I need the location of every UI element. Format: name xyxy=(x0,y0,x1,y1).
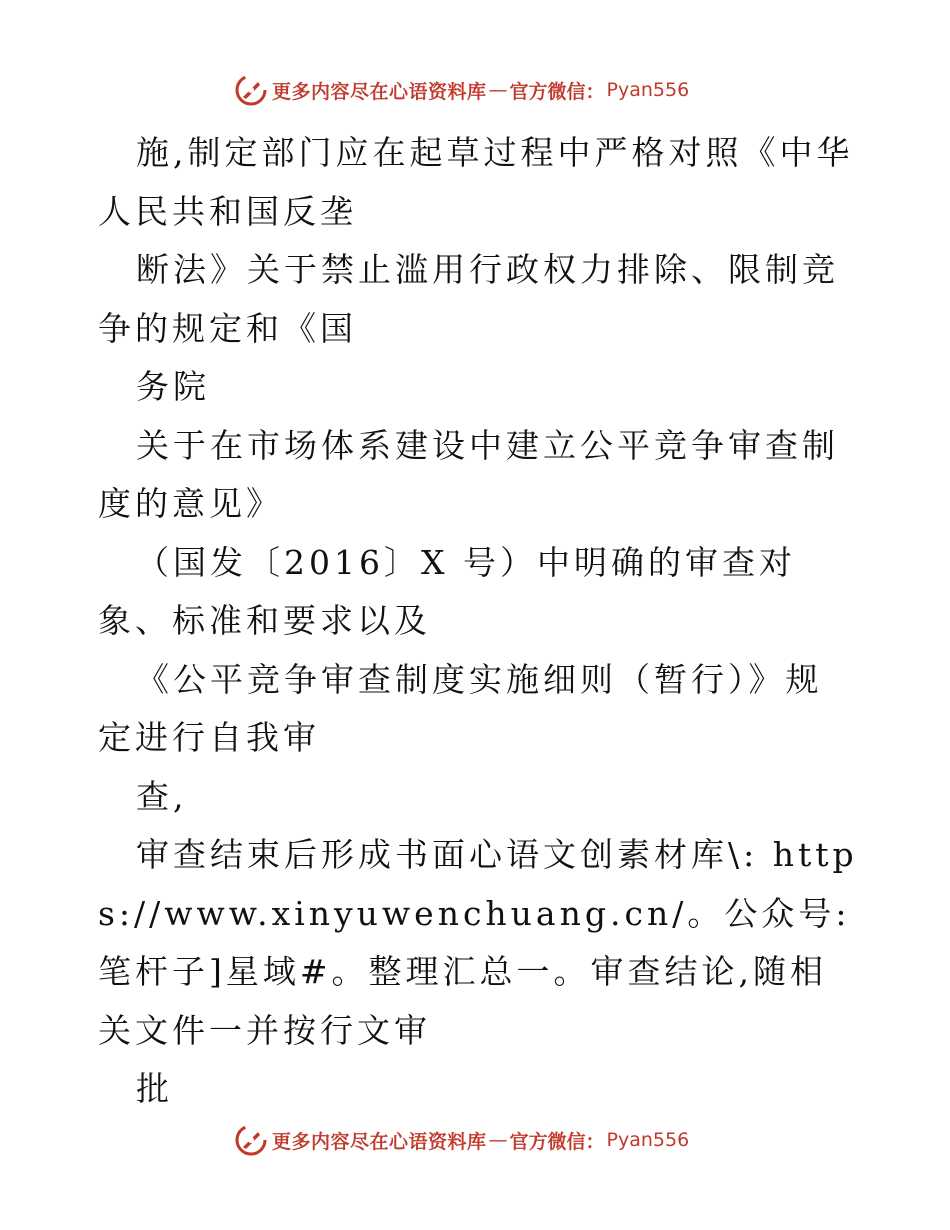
watermark-handle: Pyan556 xyxy=(606,1129,690,1151)
footer-watermark xyxy=(234,1122,689,1158)
paragraph: 断法》关于禁止滥用行政权力排除、限制竞争的规定和《国 xyxy=(98,250,839,348)
watermark-separator: — xyxy=(488,1129,508,1151)
paragraph: 查, xyxy=(136,776,188,816)
header-watermark xyxy=(234,72,689,108)
watermark-separator: — xyxy=(488,79,508,101)
paragraph: 关于在市场体系建设中建立公平竞争审查制度的意见》 xyxy=(98,425,839,523)
paragraph: （国发〔2016〕X 号）中明确的审查对象、标准和要求以及 xyxy=(98,542,796,640)
paragraph: 务院 xyxy=(136,367,210,406)
watermark-main-text: 更多内容尽在心语资料库 xyxy=(272,80,487,103)
watermark-handle: Pyan556 xyxy=(606,79,690,101)
watermark-label: 官方微信： xyxy=(509,1130,605,1153)
paragraph: 施,制定部门应在起草过程中严格对照《中华人民共和国反垄 xyxy=(98,133,854,231)
watermark-main-text: 更多内容尽在心语资料库 xyxy=(272,1130,487,1153)
paragraph: 审查结束后形成书面心语文创素材库\: https://www.xinyuwenchuang.cn/。公众号: 笔杆子]星域#。整理汇总一。审查结论,随相关文件一并按行文审 xyxy=(98,835,858,1050)
quill-swirl-icon xyxy=(234,1123,268,1157)
quill-swirl-icon xyxy=(234,73,268,107)
paragraph: 批 xyxy=(136,1069,173,1108)
document-body xyxy=(98,124,858,1119)
paragraph: 《公平竞争审查制度实施细则（暂行）》规定进行自我审 xyxy=(98,659,823,757)
watermark-label: 官方微信： xyxy=(509,80,605,103)
